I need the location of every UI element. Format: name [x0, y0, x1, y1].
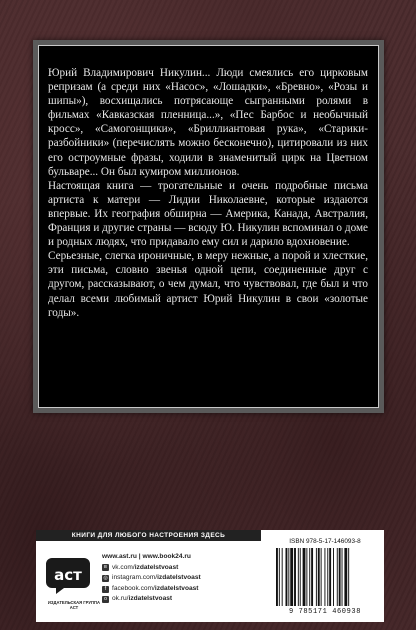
barcode-bar — [324, 548, 325, 606]
barcode — [274, 548, 376, 606]
publisher-footer — [36, 530, 384, 622]
social-prefix: ok.ru/ — [112, 595, 129, 603]
ast-logo-icon — [46, 554, 90, 594]
barcode-bar — [300, 548, 301, 606]
social-link-facebook[interactable] — [102, 584, 201, 595]
barcode-bar — [288, 548, 289, 606]
social-handle: izdatelstvoast — [128, 595, 173, 603]
barcode-bar — [294, 548, 296, 606]
barcode-bar — [276, 548, 278, 606]
logo-text: аст — [54, 566, 82, 584]
social-prefix: vk.com/ — [112, 563, 135, 571]
barcode-bar — [339, 548, 341, 606]
annotation-paragraph-2: Настоящая книга — трогательные и очень подробные письма артиста к матери — Лидии Николаевне, которые издаются впервые. Их география обширна — Америка, Канада, Австралия, Франция и другие страны — всюду Ю. Никулин вспоминал о доме и родных людях, что придавало ему сил и дарило вдохновение. — [48, 179, 368, 249]
social-link-ok[interactable] — [102, 594, 201, 605]
ok-icon: о — [102, 596, 109, 603]
social-handle: izdatelstvoast — [134, 563, 179, 571]
barcode-bar — [333, 548, 334, 606]
barcode-bar — [348, 548, 349, 606]
barcode-bar — [318, 548, 320, 606]
barcode-bar — [329, 548, 331, 606]
barcode-bar — [279, 548, 280, 606]
social-handle: izdatelstvoast — [157, 574, 201, 582]
barcode-bar — [321, 548, 322, 606]
annotation-paragraph-3: Серьезные, слегка ироничные, в меру нежные, а порой и хлесткие, эти письма, словно звенья одной цепи, соединенные друг с другом, рассказывают, о чем думал, что чувствовал, где был и что делал всеми любимый артист Юрий Никулин в свои «золотые годы». — [48, 250, 368, 319]
barcode-bar — [327, 548, 328, 606]
social-link-vk[interactable] — [102, 563, 201, 574]
barcode-bar — [286, 548, 288, 606]
isbn-label: ISBN 978-5-17-146093-8 — [289, 538, 361, 545]
barcode-bar — [298, 548, 299, 606]
barcode-bar — [306, 548, 307, 606]
facebook-icon: f — [102, 586, 109, 593]
instagram-icon: ◎ — [103, 574, 108, 581]
social-link-instagram[interactable] — [102, 573, 201, 584]
barcode-bar — [282, 548, 283, 606]
barcode-bar — [337, 548, 338, 606]
publisher-name: ИЗДАТЕЛЬСКАЯ ГРУППА АСТ — [47, 600, 101, 610]
annotation-text — [48, 66, 368, 320]
publisher-links — [102, 552, 201, 605]
slogan-banner: КНИГИ ДЛЯ ЛЮБОГО НАСТРОЕНИЯ ЗДЕСЬ — [36, 530, 261, 541]
barcode-bar — [344, 548, 347, 606]
barcode-bar — [316, 548, 317, 606]
social-prefix: facebook.com/ — [112, 584, 155, 592]
barcode-bar — [290, 548, 293, 606]
barcode-bar — [311, 548, 313, 606]
barcode-number: 9 785171 460938 — [288, 608, 361, 616]
publisher-logo — [44, 550, 101, 614]
annotation-paragraph-1: Юрий Владимирович Никулин... Люди смеялись его цирковым репризам (а среди них «Насос», «Лошадки», «Бревно», «Розы и шипы»), восхищались потрясающе сыгранными ролями в фильмах «Кавказская пленница...», «Пес Барбос и необычный кросс», «Самогонщики», «Бриллиантовая рука», «Старики-разбойники» (перечислять можно бесконечно), цитировали из них его остроумные фразы, ходили в знаменитый цирк на Цветном бульваре... Он был кумиром миллионов. — [48, 67, 368, 178]
barcode-bar — [303, 548, 306, 606]
vk-icon: в — [102, 564, 109, 571]
social-prefix: instagram.com/ — [112, 574, 158, 582]
social-handle: izdatelstvoast — [154, 584, 199, 592]
barcode-bar — [309, 548, 310, 606]
websites-link[interactable]: www.ast.ru | www.book24.ru — [102, 553, 191, 560]
barcode-bar — [342, 548, 343, 606]
